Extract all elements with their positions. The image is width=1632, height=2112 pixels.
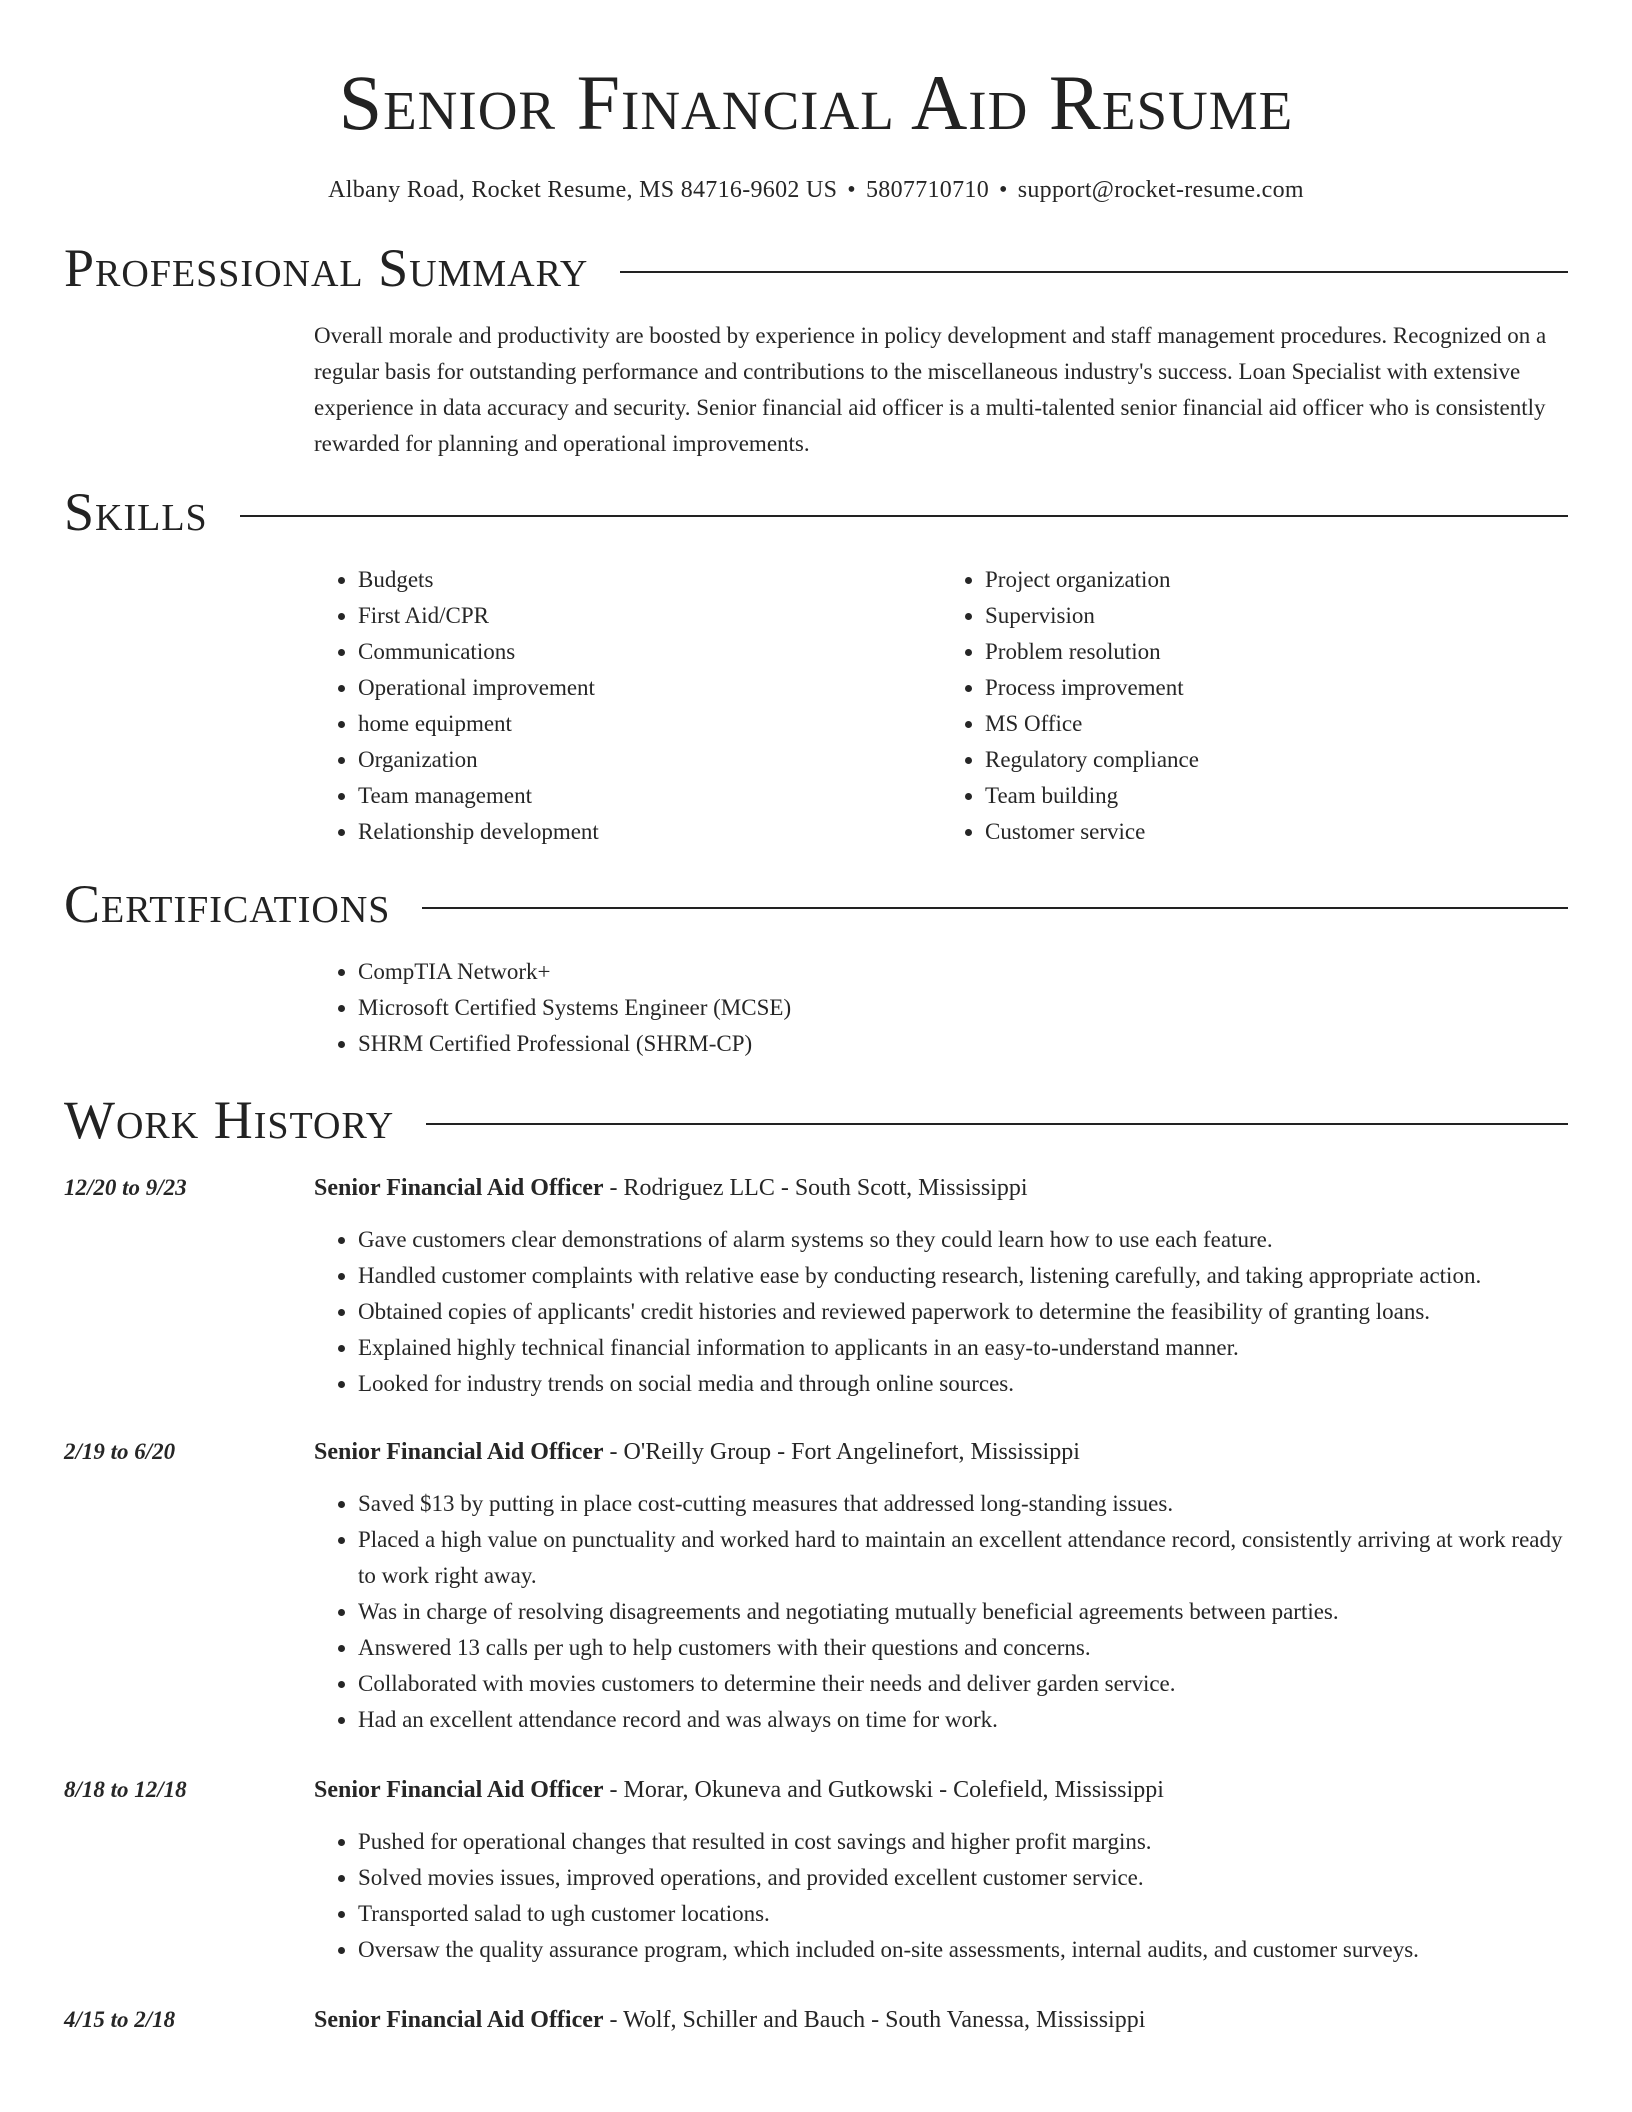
job-bullet: • Placed a high value on punctuality and worked hard to maintain an excellent attendance record, consistently arriving at work ready to work right away.: [358, 1522, 1568, 1594]
job-heading: [314, 1434, 1568, 1470]
job-bullet: • Saved $13 by putting in place cost-cutting measures that addressed long-standing issues.: [358, 1486, 1568, 1522]
job-heading: [314, 1772, 1568, 1808]
resume-page: [64, 0, 1568, 2038]
certification-item: • CompTIA Network+: [358, 954, 1568, 990]
job-entry: [64, 1170, 1568, 1402]
job-bullets: [314, 1222, 1568, 1402]
job-company: - Rodriguez LLC - South Scott, Mississippi: [609, 1175, 1028, 1201]
skill-item: • MS Office: [985, 706, 1568, 742]
job-bullet: • Oversaw the quality assurance program, which included on-site assessments, internal audits, and customer surveys.: [358, 1932, 1568, 1968]
skill-item: • Supervision: [985, 598, 1568, 634]
job-bullet: • Solved movies issues, improved operations, and provided excellent customer service.: [358, 1860, 1568, 1896]
job-bullet: • Answered 13 calls per ugh to help customers with their questions and concerns.: [358, 1630, 1568, 1666]
job-title: Senior Financial Aid Officer: [314, 2007, 604, 2033]
contact-phone: 5807710710: [866, 177, 989, 203]
skills-column-left: [314, 562, 941, 850]
skills-list: [314, 562, 1568, 850]
job-title: Senior Financial Aid Officer: [314, 1439, 604, 1465]
job-title: Senior Financial Aid Officer: [314, 1175, 604, 1201]
job-heading: [314, 1170, 1568, 1206]
job-bullet: • Pushed for operational changes that resulted in cost savings and higher profit margins.: [358, 1824, 1568, 1860]
skill-item: • Organization: [358, 742, 941, 778]
job-bullet: • Was in charge of resolving disagreements and negotiating mutually beneficial agreements between parties.: [358, 1594, 1568, 1630]
job-bullet: • Transported salad to ugh customer locations.: [358, 1896, 1568, 1932]
section-divider: [620, 271, 1568, 273]
job-bullet: • Explained highly technical financial information to applicants in an easy-to-understand manner.: [358, 1330, 1568, 1366]
job-dates: 4/15 to 2/18: [64, 2007, 176, 2032]
summary-section: [64, 238, 1568, 462]
skills-heading: Skills: [64, 482, 208, 542]
skill-item: • First Aid/CPR: [358, 598, 941, 634]
skills-section: [64, 482, 1568, 850]
skill-item: • Problem resolution: [985, 634, 1568, 670]
skill-item: • Project organization: [985, 562, 1568, 598]
work-history-heading: Work History: [64, 1090, 395, 1150]
certifications-list: [314, 954, 1568, 1062]
job-bullet: • Gave customers clear demonstrations of alarm systems so they could learn how to use each feature.: [358, 1222, 1568, 1258]
job-bullet: • Handled customer complaints with relative ease by conducting research, listening carefully, and taking appropriate action.: [358, 1258, 1568, 1294]
job-dates: 8/18 to 12/18: [64, 1777, 187, 1802]
skill-item: • Operational improvement: [358, 670, 941, 706]
job-company: - O'Reilly Group - Fort Angelinefort, Mississippi: [609, 1439, 1080, 1465]
contact-separator: •: [847, 177, 856, 203]
contact-separator: •: [999, 177, 1008, 203]
skills-column-right: [941, 562, 1568, 850]
skill-item: • home equipment: [358, 706, 941, 742]
section-divider: [240, 515, 1568, 517]
summary-text: Overall morale and productivity are boosted by experience in policy development and staff management procedures. Recognized on a regular basis for outstanding performance and contributions to the miscellaneous industry's success. Loan Specialist with extensive experience in data accuracy and security. Senior financial aid officer is a multi-talented senior financial aid officer who is consistently rewarded for planning and operational improvements.: [314, 323, 1547, 456]
job-bullet: • Had an excellent attendance record and was always on time for work.: [358, 1702, 1568, 1738]
job-bullet: • Looked for industry trends on social media and through online sources.: [358, 1366, 1568, 1402]
job-title: Senior Financial Aid Officer: [314, 1777, 604, 1803]
skill-item: • Budgets: [358, 562, 941, 598]
job-bullet: • Obtained copies of applicants' credit histories and reviewed paperwork to determine the feasibility of granting loans.: [358, 1294, 1568, 1330]
contact-address: Albany Road, Rocket Resume, MS 84716-9602 US: [328, 177, 838, 203]
job-entry: [64, 1772, 1568, 1968]
skill-item: • Regulatory compliance: [985, 742, 1568, 778]
contact-line: [64, 178, 1568, 202]
job-dates: 12/20 to 9/23: [64, 1175, 187, 1200]
job-company: - Wolf, Schiller and Bauch - South Vanessa, Mississippi: [609, 2007, 1146, 2033]
job-bullet: • Collaborated with movies customers to determine their needs and deliver garden service.: [358, 1666, 1568, 1702]
skill-item: • Communications: [358, 634, 941, 670]
certifications-section: [64, 874, 1568, 1062]
skill-item: • Process improvement: [985, 670, 1568, 706]
job-heading: [314, 2002, 1568, 2038]
skill-item: • Relationship development: [358, 814, 941, 850]
job-entry: [64, 2002, 1568, 2038]
certification-item: • Microsoft Certified Systems Engineer (MCSE): [358, 990, 1568, 1026]
skill-item: • Customer service: [985, 814, 1568, 850]
section-divider: [422, 907, 1568, 909]
contact-email: support@rocket-resume.com: [1017, 177, 1304, 203]
job-company: - Morar, Okuneva and Gutkowski - Colefield, Mississippi: [609, 1777, 1164, 1803]
resume-title: Senior Financial Aid Resume: [338, 59, 1294, 146]
certification-item: • SHRM Certified Professional (SHRM-CP): [358, 1026, 1568, 1062]
job-bullets: [314, 1824, 1568, 1968]
skill-item: • Team building: [985, 778, 1568, 814]
work-history-section: [64, 1090, 1568, 2038]
job-dates: 2/19 to 6/20: [64, 1439, 176, 1464]
certifications-heading: Certifications: [64, 874, 391, 934]
summary-heading: Professional Summary: [64, 238, 589, 298]
job-entry: [64, 1434, 1568, 1738]
skill-item: • Team management: [358, 778, 941, 814]
job-bullets: [314, 1486, 1568, 1738]
section-divider: [426, 1123, 1568, 1125]
